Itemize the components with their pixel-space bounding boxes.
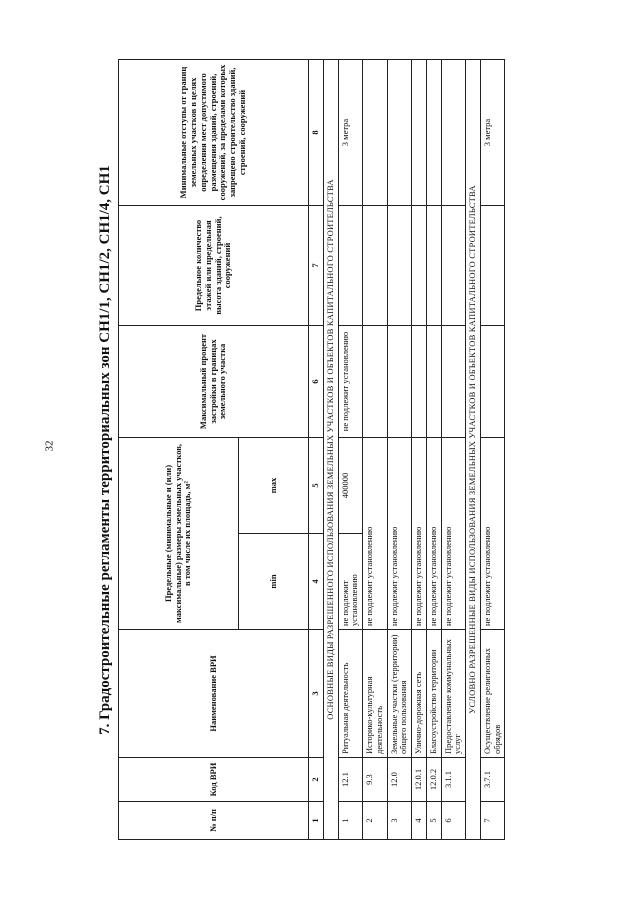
col-number: 7	[309, 206, 324, 326]
section-title: УСЛОВНО РАЗРЕШЕННЫЕ ВИДЫ ИСПОЛЬЗОВАНИЯ ЗЕМЕЛЬНЫХ УЧАСТКОВ И ОБЪЕКТОВ КАПИТАЛЬНОГО СТРОИТЕЛЬСТВА	[466, 60, 481, 840]
row-name: Ритуальная деятельность	[338, 630, 363, 758]
header-setback: Минимальные отступы от границ земельных участков в целях определения мест допустимого размещения зданий, строений, сооружений, за пределами которых запрещено строительство зданий, строений, сооружений	[119, 60, 309, 206]
col-number: 3	[309, 630, 324, 758]
row-setback	[363, 60, 388, 206]
page-number: 32	[43, 440, 56, 452]
document-title: 7. Градостроительные регламенты территориальных зон СН1/1, СН1/2, СН1/4, СН1	[97, 165, 113, 735]
row-min: не подлежит установлению	[387, 438, 412, 630]
section-main-uses	[323, 60, 338, 840]
header-name: Наименование ВРИ	[119, 630, 309, 758]
row-min: не подлежит установлению	[441, 438, 466, 630]
row-setback: 3 метра	[338, 60, 363, 206]
row-floors	[480, 206, 505, 326]
row-floors	[426, 206, 441, 326]
col-number: 4	[309, 534, 324, 630]
header-percent: Максимальный процент застройки в границах земельного участка	[119, 326, 309, 438]
row-num: 4	[412, 802, 427, 840]
col-number: 5	[309, 438, 324, 534]
table-row	[363, 60, 388, 840]
header-num: № п/п	[119, 802, 309, 840]
col-number: 8	[309, 60, 324, 206]
table-row	[480, 60, 505, 840]
row-floors	[363, 206, 388, 326]
row-setback	[387, 60, 412, 206]
row-num: 5	[426, 802, 441, 840]
row-min: не подлежит установлению	[412, 438, 427, 630]
col-number: 1	[309, 802, 324, 840]
row-percent	[480, 326, 505, 438]
header-floors: Предельное количество этажей или предельная высота зданий, строений, сооружений	[119, 206, 309, 326]
row-code: 9.3	[363, 758, 388, 802]
header-min: min	[239, 534, 309, 630]
row-setback	[426, 60, 441, 206]
row-name: Историко-культурная деятельность	[363, 630, 388, 758]
table-row	[338, 60, 363, 840]
regulations-table	[118, 59, 505, 840]
column-number-row	[309, 60, 324, 840]
table-row	[441, 60, 466, 840]
table-row	[426, 60, 441, 840]
row-percent	[363, 326, 388, 438]
row-percent	[412, 326, 427, 438]
row-percent	[441, 326, 466, 438]
row-floors	[441, 206, 466, 326]
row-percent	[426, 326, 441, 438]
header-max: max	[239, 438, 309, 534]
section-title: ОСНОВНЫЕ ВИДЫ РАЗРЕШЕННОГО ИСПОЛЬЗОВАНИЯ ЗЕМЕЛЬНЫХ УЧАСТКОВ И ОБЪЕКТОВ КАПИТАЛЬНОГО СТРОИТЕЛЬСТВА	[323, 60, 338, 840]
table-row	[387, 60, 412, 840]
row-percent: не подлежит установлению	[338, 326, 363, 438]
row-min: не подлежит установлению	[426, 438, 441, 630]
rotated-page-content	[92, 60, 592, 840]
row-max: 400000	[338, 438, 363, 534]
row-num: 1	[338, 802, 363, 840]
table-row	[412, 60, 427, 840]
row-name: Благоустройство территории	[426, 630, 441, 758]
row-num: 3	[387, 802, 412, 840]
row-code: 12.0.1	[412, 758, 427, 802]
row-floors	[387, 206, 412, 326]
row-floors	[338, 206, 363, 326]
row-min: не подлежит установлению	[480, 438, 505, 630]
row-min: не подлежит установлению	[338, 534, 363, 630]
col-number: 6	[309, 326, 324, 438]
header-sizes: Предельные (минимальные и (или) максимальные) размеры земельных участков, в том числе их площадь, м²	[119, 438, 239, 630]
row-name: Земельные участки (территории) общего пользования	[387, 630, 412, 758]
row-num: 6	[441, 802, 466, 840]
row-floors	[412, 206, 427, 326]
row-num: 2	[363, 802, 388, 840]
row-num: 7	[480, 802, 505, 840]
row-name: Предоставление коммунальных услуг	[441, 630, 466, 758]
row-code: 3.7.1	[480, 758, 505, 802]
header-code: Код ВРИ	[119, 758, 309, 802]
row-code: 3.1.1	[441, 758, 466, 802]
row-code: 12.0.2	[426, 758, 441, 802]
section-conditional-uses	[466, 60, 481, 840]
row-setback	[441, 60, 466, 206]
col-number: 2	[309, 758, 324, 802]
row-setback: 3 метра	[480, 60, 505, 206]
row-name: Осуществление религиозных обрядов	[480, 630, 505, 758]
row-code: 12.1	[338, 758, 363, 802]
row-setback	[412, 60, 427, 206]
row-code: 12.0	[387, 758, 412, 802]
row-name: Улично-дорожная сеть	[412, 630, 427, 758]
row-percent	[387, 326, 412, 438]
row-min: не подлежит установлению	[363, 438, 388, 630]
